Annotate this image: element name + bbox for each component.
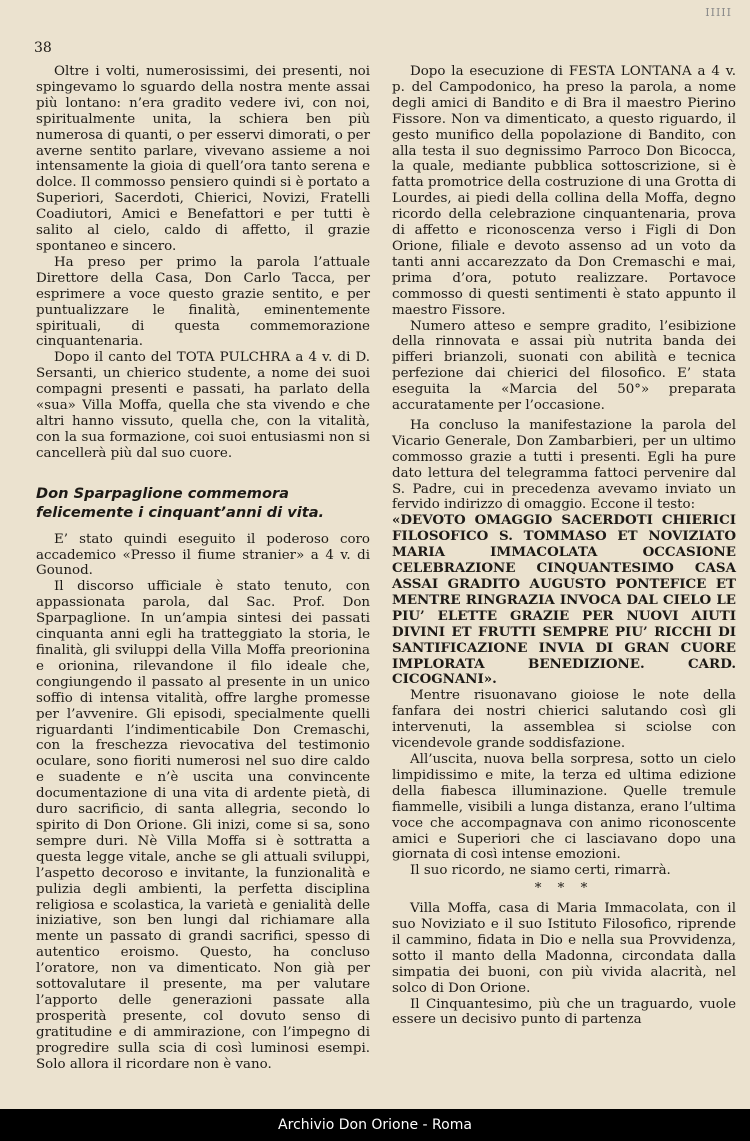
right-paragraph-4: Mentre risuonavano gioiose le note della fanfara dei nostri chierici salutando così gli intervenuti, la assemblea si sciolse con vicendevole grande soddisfazione. — [392, 688, 736, 752]
left-paragraph-3: Dopo il canto del TOTA PULCHRA a 4 v. di D. Sersanti, un chierico studente, a nome dei suoi compagni presenti e passati, ha parlato della «sua» Villa Moffa, quella che sta vivendo e che altri hanno vissuto, quella che, con la vitalità, con la sua formazione, coi suoi entusiasmi non si cancellerà più dal suo cuore. — [36, 350, 370, 461]
left-paragraph-2: Ha preso per primo la parola l’attuale Direttore della Casa, Don Carlo Tacca, per esprimere a voce questo grazie sentito, e per puntualizzare le finalità, eminentemente spirituali, di questa commemorazione cinquantenaria. — [36, 254, 370, 350]
right-column — [392, 64, 736, 1028]
telegram-text: «DEVOTO OMAGGIO SACERDOTI CHIERICI FILOSOFICO S. TOMMASO ET NOVIZIATO MARIA IMMACOLATA OCCASIONE CELEBRAZIONE CINQUANTESIMO CASA ASSAI GRADITO AUGUSTO PONTEFICE ET MENTRE RINGRAZIA INVOCA DAL CIELO LE PIU’ ELETTE GRAZIE PER NUOVI AIUTI DIVINI ET FRUTTI SEMPRE PIU’ RICCHI DI SANTIFICAZIONE INVIA DI GRAN CUORE IMPLORATA BENEDIZIONE. CARD. CICOGNANI». — [392, 512, 736, 688]
left-paragraph-1: Oltre i volti, numerosissimi, dei presenti, noi spingevamo lo sguardo della nostra mente assai più lontano: n’era gradito vedere ivi, con noi, spiritualmente unita, la schiera ben più numerosa di quanti, o per esservi dimorati, o per averne sentito parlare, vivevano assieme a noi intensamente la gioia di quell’ora tanto serena e dolce. Il commosso pensiero quindi si è portato a Superiori, Sacerdoti, Chierici, Novizi, Fratelli Coadiutori, Amici e Benefattori e per tutti è salito al cielo, caldo di affetto, il grazie spontaneo e sincero. — [36, 64, 370, 254]
right-paragraph-1: Dopo la esecuzione di FESTA LONTANA a 4 v. p. del Campodonico, ha preso la parola, a nome degli amici di Bandito e di Bra il maestro Pierino Fissore. Non va dimenticato, a questo riguardo, il gesto munifico della popolazione di Bandito, con alla testa il suo degnissimo Parroco Don Bicocca, la quale, mediante pubblica sottoscrizione, si è fatta promotrice della costruzione di una Grotta di Lourdes, ai piedi della collina della Moffa, degno ricordo della celebrazione cinquantenaria, prova di affetto e riconoscenza verso i Figli di Don Orione, filiale e devoto assenso ad un voto da tanti anni accarezzato da Don Cremaschi e mai, prima d’ora, potuto realizzare. Portavoce commosso di questi sentimenti è stato appunto il maestro Fissore. — [392, 64, 736, 318]
right-paragraph-8: Il Cinquantesimo, più che un traguardo, vuole essere un decisivo punto di partenza — [392, 996, 736, 1028]
section-heading: Don Sparpaglione commemora felicemente i cinquant’anni di vita. — [36, 484, 325, 521]
archive-footer: Archivio Don Orione - Roma — [0, 1109, 750, 1141]
section-separator: * * * — [534, 881, 594, 897]
right-paragraph-2: Numero atteso e sempre gradito, l’esibizione della rinnovata e assai più nutrita banda dei pifferi brianzoli, suonati con abilità e tecnica perfezione dai chierici del filosofico. E’ stata eseguita la «Marcia del 50°» preparata accuratamente per l’occasione. — [392, 318, 736, 414]
right-paragraph-5: All’uscita, nuova bella sorpresa, sotto un cielo limpidissimo e mite, la terza ed ultima edizione della fiabesca illuminazione. Quelle tremule fiammelle, visibili a lunga distanza, erano l’ultima voce che accompagnava con animo riconoscente amici e Superiori che ci lasciavano dopo una giornata di così intense emozioni. — [392, 751, 736, 863]
left-paragraph-4: E’ stato quindi eseguito il poderoso coro accademico «Presso il fiume stranier» a 4 v. di Gounod. — [36, 531, 370, 579]
right-paragraph-6: Il suo ricordo, ne siamo certi, rimarrà. — [410, 863, 671, 879]
right-paragraph-7: Villa Moffa, casa di Maria Immacolata, con il suo Noviziato e il suo Istituto Filosofico, riprende il cammino, fidata in Dio e nella sua Provvidenza, sotto il manto della Madonna, circondata dalla simpatia dei buoni, con più vivida alacrità, nel solco di Don Orione. — [392, 901, 736, 996]
corner-mark: IIIII — [705, 6, 732, 19]
page-number: 38 — [34, 40, 52, 56]
left-paragraph-5: Il discorso ufficiale è stato tenuto, con appassionata parola, dal Sac. Prof. Don Sparpaglione. In un’ampia sintesi dei passati cinquanta anni egli ha tratteggiato la storia, le finalità, gli sviluppi della Villa Moffa preorionina e orionina, rilevandone il filo ideale che, congiungendo il passato al presente in un unico soffio di intensa vitalità, offre larghe promesse per l’avvenire. Gli episodi, specialmente quelli riguardanti l’indimenticabile Don Cremaschi, con la freschezza rievocativa del testimonio oculare, sono fioriti numerosi nel suo dire caldo e suadente e n’è uscita una convincente documentazione di una vita di ardente pietà, di duro sacrificio, di santa allegria, secondo lo spirito di Don Orione. Gli inizi, come si sa, sono sempre duri. Nè Villa Moffa si è sottratta a questa legge vitale, anche se gli attuali sviluppi, l’aspetto decoroso e invitante, la funzionalità e pulizia degli ambienti, la perfetta disciplina religiosa e scolastica, la varietà e genialità delle iniziative, son ben lungi dal richiamare alla mente un passato di grandi sacrifici, spesso di autentico eroismo. Questo, ha concluso l’oratore, non va dimenticato. Non già per sottovalutare il presente, ma per valutare l’apporto delle generazioni passate alla prosperità presente, col dovuto senso di gratitudine e di ammirazione, con l’impegno di progredire sulla scia di così luminosi esempi. Solo allora il ricordare non è vano. — [36, 579, 370, 1072]
left-column — [36, 64, 370, 1072]
right-paragraph-3: Ha concluso la manifestazione la parola del Vicario Generale, Don Zambarbieri, per un ultimo commosso grazie a tutti i presenti. Egli ha pure dato lettura del telegramma fattoci pervenire dal S. Padre, cui in precedenza avevamo inviato un fervido indirizzo di omaggio. Eccone il testo: — [392, 417, 736, 513]
